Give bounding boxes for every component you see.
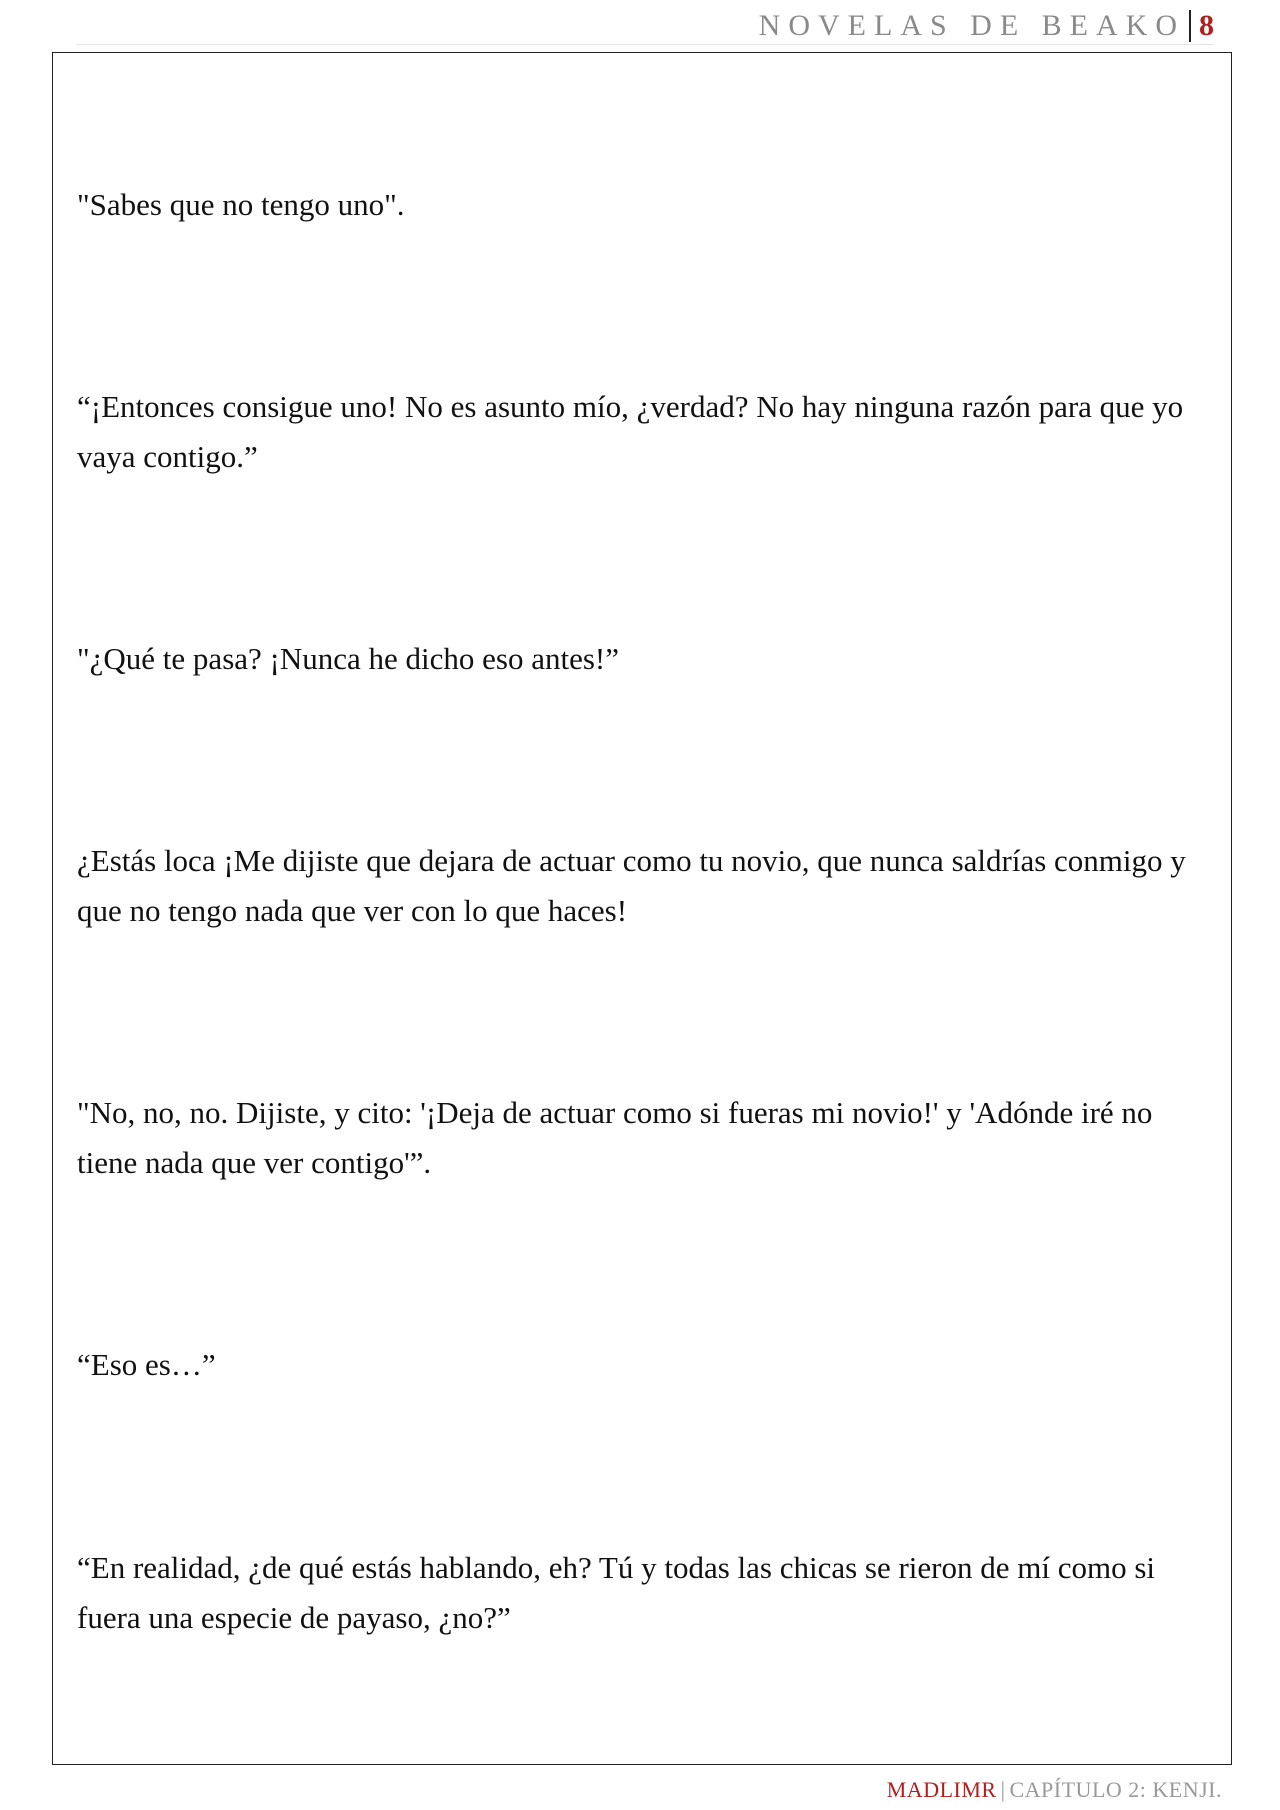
paragraph-7: “En realidad, ¿de qué estás hablando, eh? Tú y todas las chicas se rieron de mí como si fuera una especie de payaso, ¿no?” bbox=[77, 1550, 1156, 1635]
footer-separator: | bbox=[1000, 1777, 1006, 1802]
header-rule bbox=[76, 44, 1214, 45]
page-header bbox=[759, 8, 1214, 44]
paragraph-6: “Eso es…” bbox=[77, 1347, 216, 1382]
page-number: 8 bbox=[1199, 9, 1214, 42]
paragraph-5: "No, no, no. Dijiste, y cito: '¡Deja de actuar como si fueras mi novio!' y 'Adónde iré no tiene nada que ver contigo'”. bbox=[77, 1095, 1153, 1180]
paragraph-4: ¿Estás loca ¡Me dijiste que dejara de actuar como tu novio, que nunca saldrías conmigo y que no tengo nada que ver con lo que haces! bbox=[77, 843, 1186, 928]
paragraph-3: "¿Qué te pasa? ¡Nunca he dicho eso antes!” bbox=[77, 641, 619, 676]
footer-chapter: CAPÍTULO 2: KENJI. bbox=[1009, 1777, 1222, 1802]
header-title: NOVELAS DE BEAKO bbox=[758, 9, 1185, 42]
paragraph-1: "Sabes que no tengo uno". bbox=[77, 187, 405, 222]
header-divider bbox=[1189, 10, 1191, 42]
footer-author: MADLIMR bbox=[886, 1777, 997, 1802]
paragraph-2: “¡Entonces consigue uno! No es asunto mío, ¿verdad? No hay ninguna razón para que yo vaya contigo.” bbox=[77, 389, 1184, 474]
page-footer bbox=[887, 1776, 1222, 1804]
